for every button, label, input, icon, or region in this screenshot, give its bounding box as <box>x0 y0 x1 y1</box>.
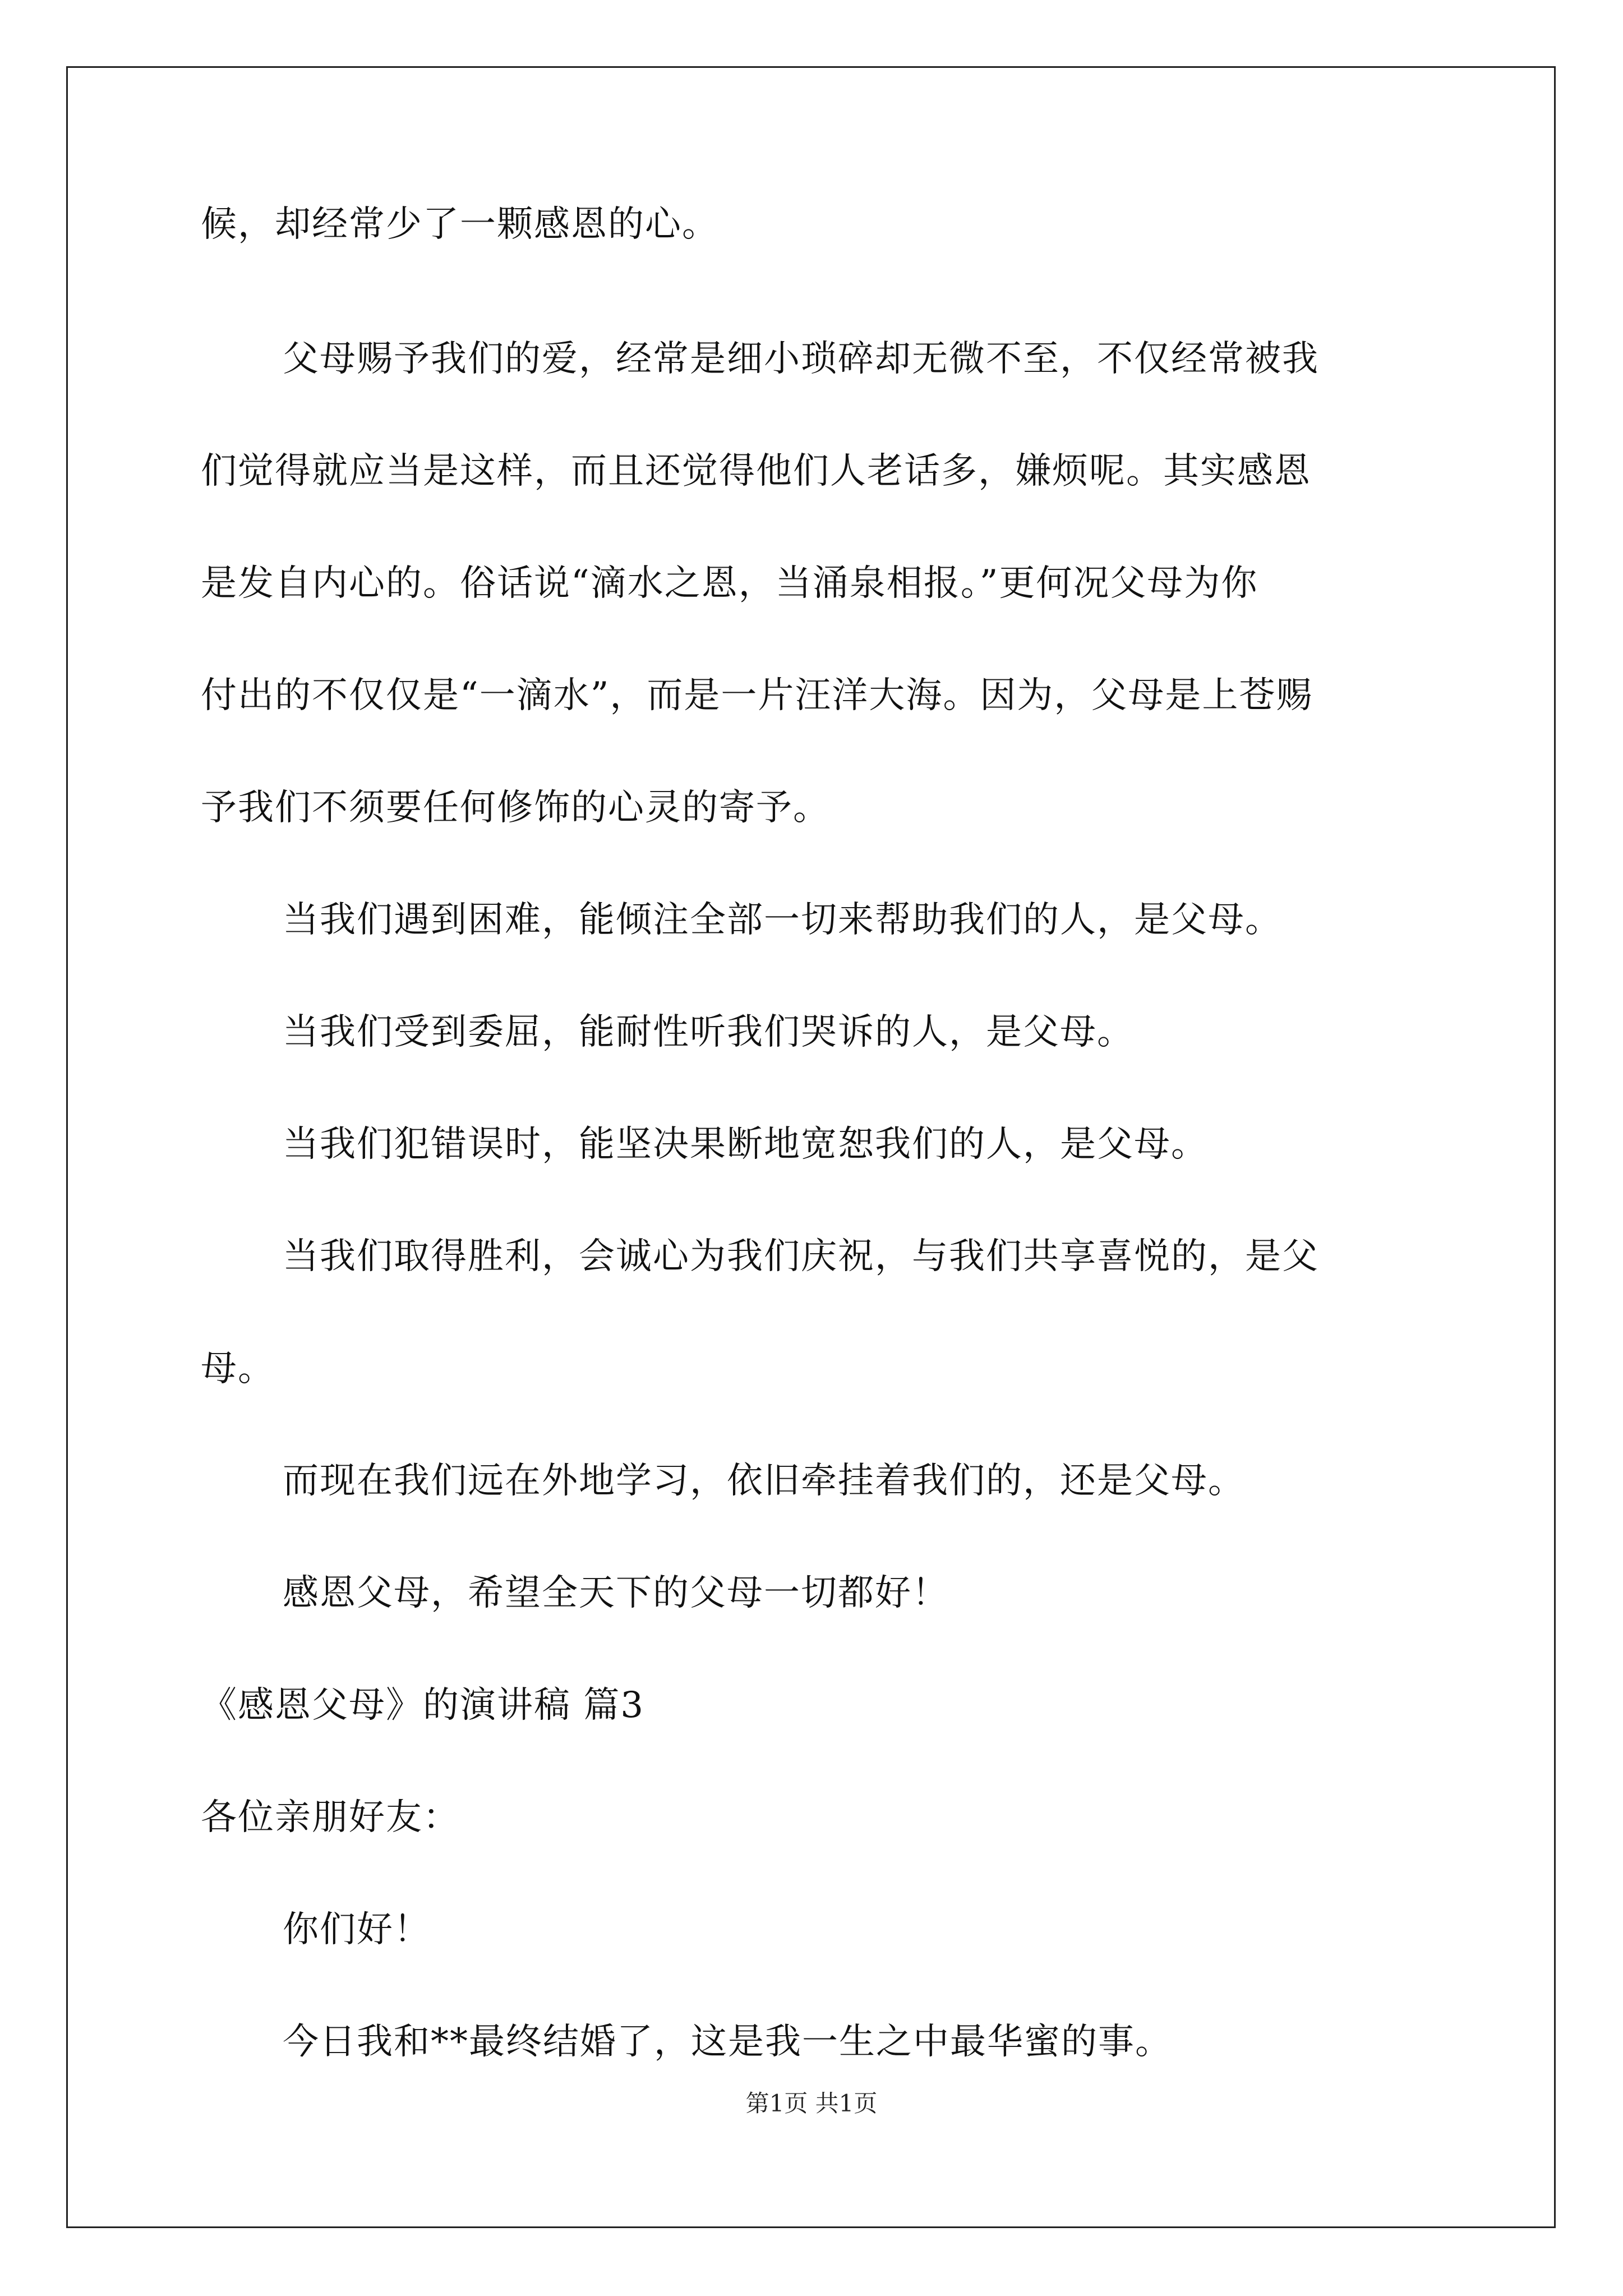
paragraph-line: 母。 <box>201 1348 275 1389</box>
paragraph-line: 当我们犯错误时，能坚决果断地宽恕我们的人，是父母。 <box>283 1124 1208 1165</box>
greeting: 你们好！ <box>283 1909 431 1950</box>
paragraph-line: 而现在我们远在外地学习，依旧牵挂着我们的，还是父母。 <box>283 1460 1245 1502</box>
paragraph-line: 是发自内心的。俗话说“滴水之恩，当涌泉相报。”更何况父母为你 <box>201 563 1258 604</box>
paragraph-line: 付出的不仅仅是“一滴水”，而是一片汪洋大海。因为，父母是上苍赐 <box>201 675 1313 716</box>
paragraph-line: 当我们遇到困难，能倾注全部一切来帮助我们的人，是父母。 <box>283 899 1282 941</box>
page-footer: 第1页 共1页 <box>745 2090 878 2117</box>
paragraph-line: 们觉得就应当是这样，而且还觉得他们人老话多，嫌烦呢。其实感恩 <box>201 450 1311 492</box>
paragraph-line: 父母赐予我们的爱，经常是细小琐碎却无微不至，不仅经常被我 <box>283 338 1319 380</box>
paragraph-line: 候，却经常少了一颗感恩的心。 <box>201 204 719 245</box>
paragraph-line: 当我们取得胜利，会诚心为我们庆祝，与我们共享喜悦的，是父 <box>283 1236 1319 1277</box>
paragraph-line: 今日我和**最终结婚了，这是我一生之中最华蜜的事。 <box>283 2021 1172 2063</box>
paragraph-line: 感恩父母，希望全天下的父母一切都好！ <box>283 1572 949 1614</box>
paragraph-line: 予我们不须要任何修饰的心灵的寄予。 <box>201 787 830 829</box>
salutation: 各位亲朋好友： <box>201 1797 460 1838</box>
section-heading: 《感恩父母》的演讲稿 篇3 <box>201 1685 645 1726</box>
paragraph-line: 当我们受到委屈，能耐性听我们哭诉的人，是父母。 <box>283 1011 1134 1053</box>
